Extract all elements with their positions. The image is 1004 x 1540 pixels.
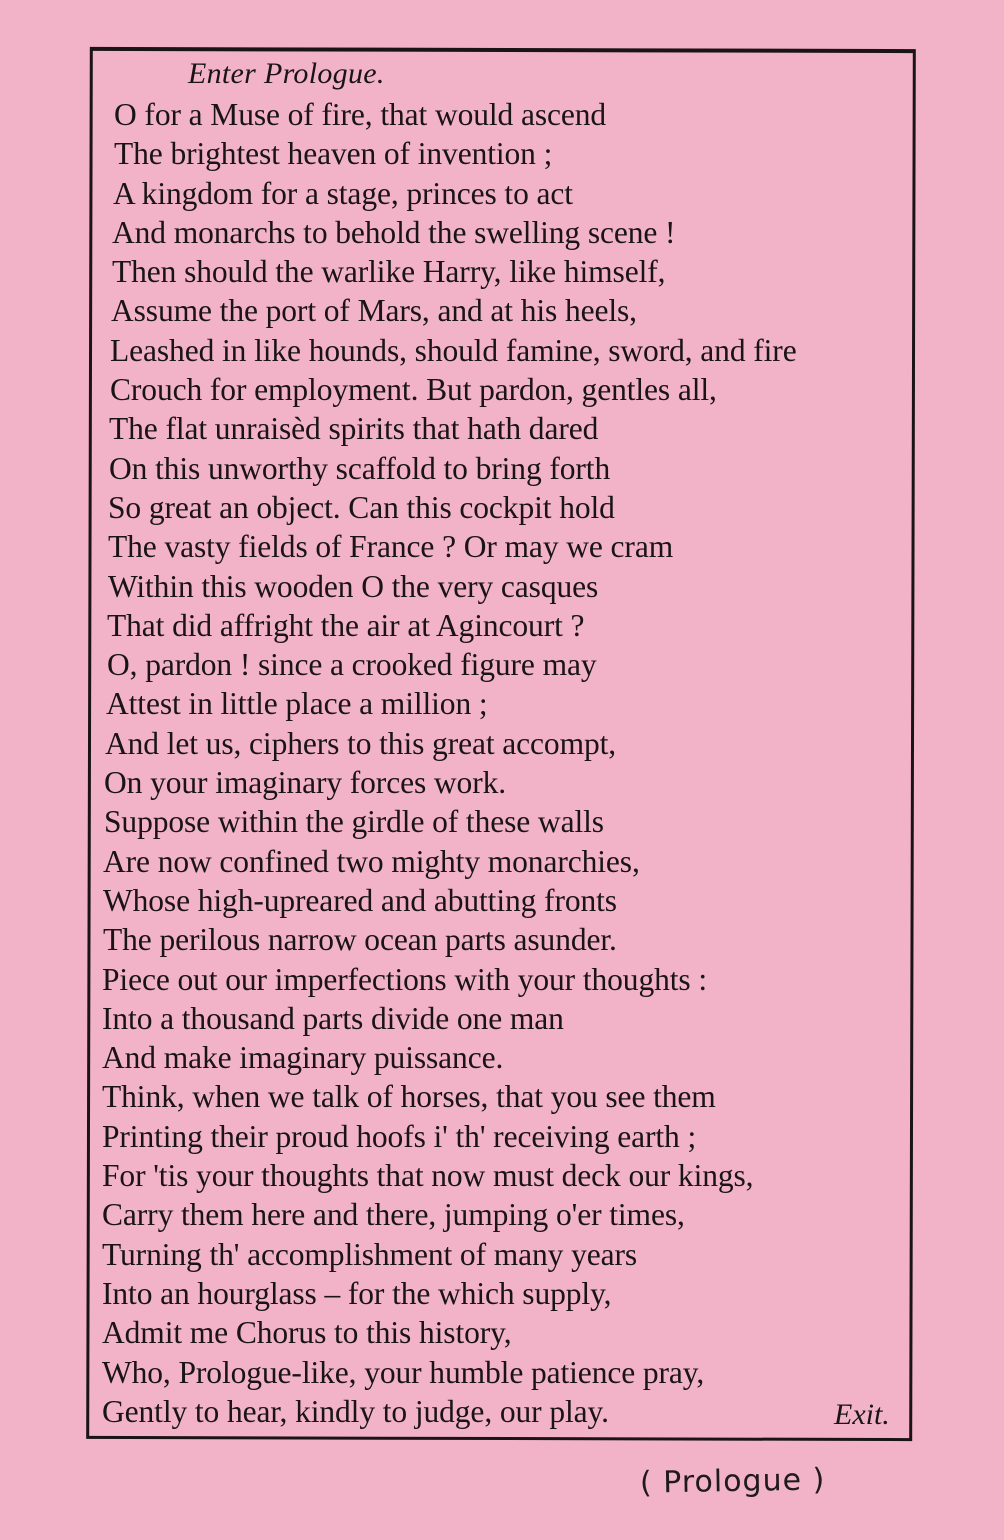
verse-line: That did affright the air at Agincourt ? <box>107 607 585 643</box>
verse-line: So great an object. Can this cockpit hold <box>108 489 615 525</box>
verse-line: The brightest heaven of invention ; <box>114 136 553 172</box>
verse-line: On your imaginary forces work. <box>104 765 507 801</box>
verse-line: Assume the port of Mars, and at his heels, <box>111 293 637 329</box>
verse-line: And monarchs to behold the swelling scene ! <box>112 214 676 250</box>
verse-line: Leashed in like hounds, should famine, sword, and fire <box>110 332 797 368</box>
verse-line: Crouch for employment. But pardon, gentles all, <box>110 372 717 408</box>
verse-line: Think, when we talk of horses, that you see them <box>102 1079 716 1115</box>
stage-direction-enter: Enter Prologue. <box>188 57 385 90</box>
verse-line: A kingdom for a stage, princes to act <box>113 175 573 211</box>
verse-line: Admit me Chorus to this history, <box>102 1315 512 1351</box>
verse-line: O, pardon ! since a crooked figure may <box>107 647 597 683</box>
verse-line: The perilous narrow ocean parts asunder. <box>103 922 617 958</box>
verse-line: Carry them here and there, jumping o'er times, <box>102 1197 685 1233</box>
verse-line: The vasty fields of France ? Or may we cram <box>108 529 674 565</box>
verse-line: Suppose within the girdle of these walls <box>104 804 604 840</box>
verse-line: Then should the warlike Harry, like himself, <box>112 254 666 290</box>
verse-line: Gently to hear, kindly to judge, our play. <box>102 1393 609 1429</box>
verse-line: Whose high-upreared and abutting fronts <box>103 882 617 918</box>
verse-line: For 'tis your thoughts that now must deck our kings, <box>102 1158 754 1194</box>
verse-line: On this unworthy scaffold to bring forth <box>109 450 611 486</box>
verse-line: Piece out our imperfections with your thoughts : <box>102 961 707 997</box>
verse-line: Within this wooden O the very casques <box>108 568 599 604</box>
verse-line: Turning th' accomplishment of many years <box>102 1236 638 1272</box>
verse-line: Who, Prologue-like, your humble patience pray, <box>102 1354 705 1390</box>
verse-line: And let us, ciphers to this great accompt, <box>105 725 617 761</box>
verse-line: O for a Muse of fire, that would ascend <box>114 97 607 132</box>
prologue-verse <box>102 95 912 1431</box>
verse-line: Are now confined two mighty monarchies, <box>103 843 640 879</box>
stage-direction-exit: Exit. <box>834 1398 890 1431</box>
verse-line: The flat unraisèd spirits that hath dared <box>109 411 599 447</box>
handwritten-caption: ( Prologue ) <box>639 1462 826 1501</box>
verse-line: Into an hourglass – for the which supply, <box>102 1275 612 1311</box>
verse-line: Printing their proud hoofs i' th' receiving earth ; <box>102 1118 697 1154</box>
verse-line: And make imaginary puissance. <box>102 1040 504 1076</box>
verse-line: Into a thousand parts divide one man <box>102 1000 564 1036</box>
verse-line: Attest in little place a million ; <box>106 686 488 722</box>
